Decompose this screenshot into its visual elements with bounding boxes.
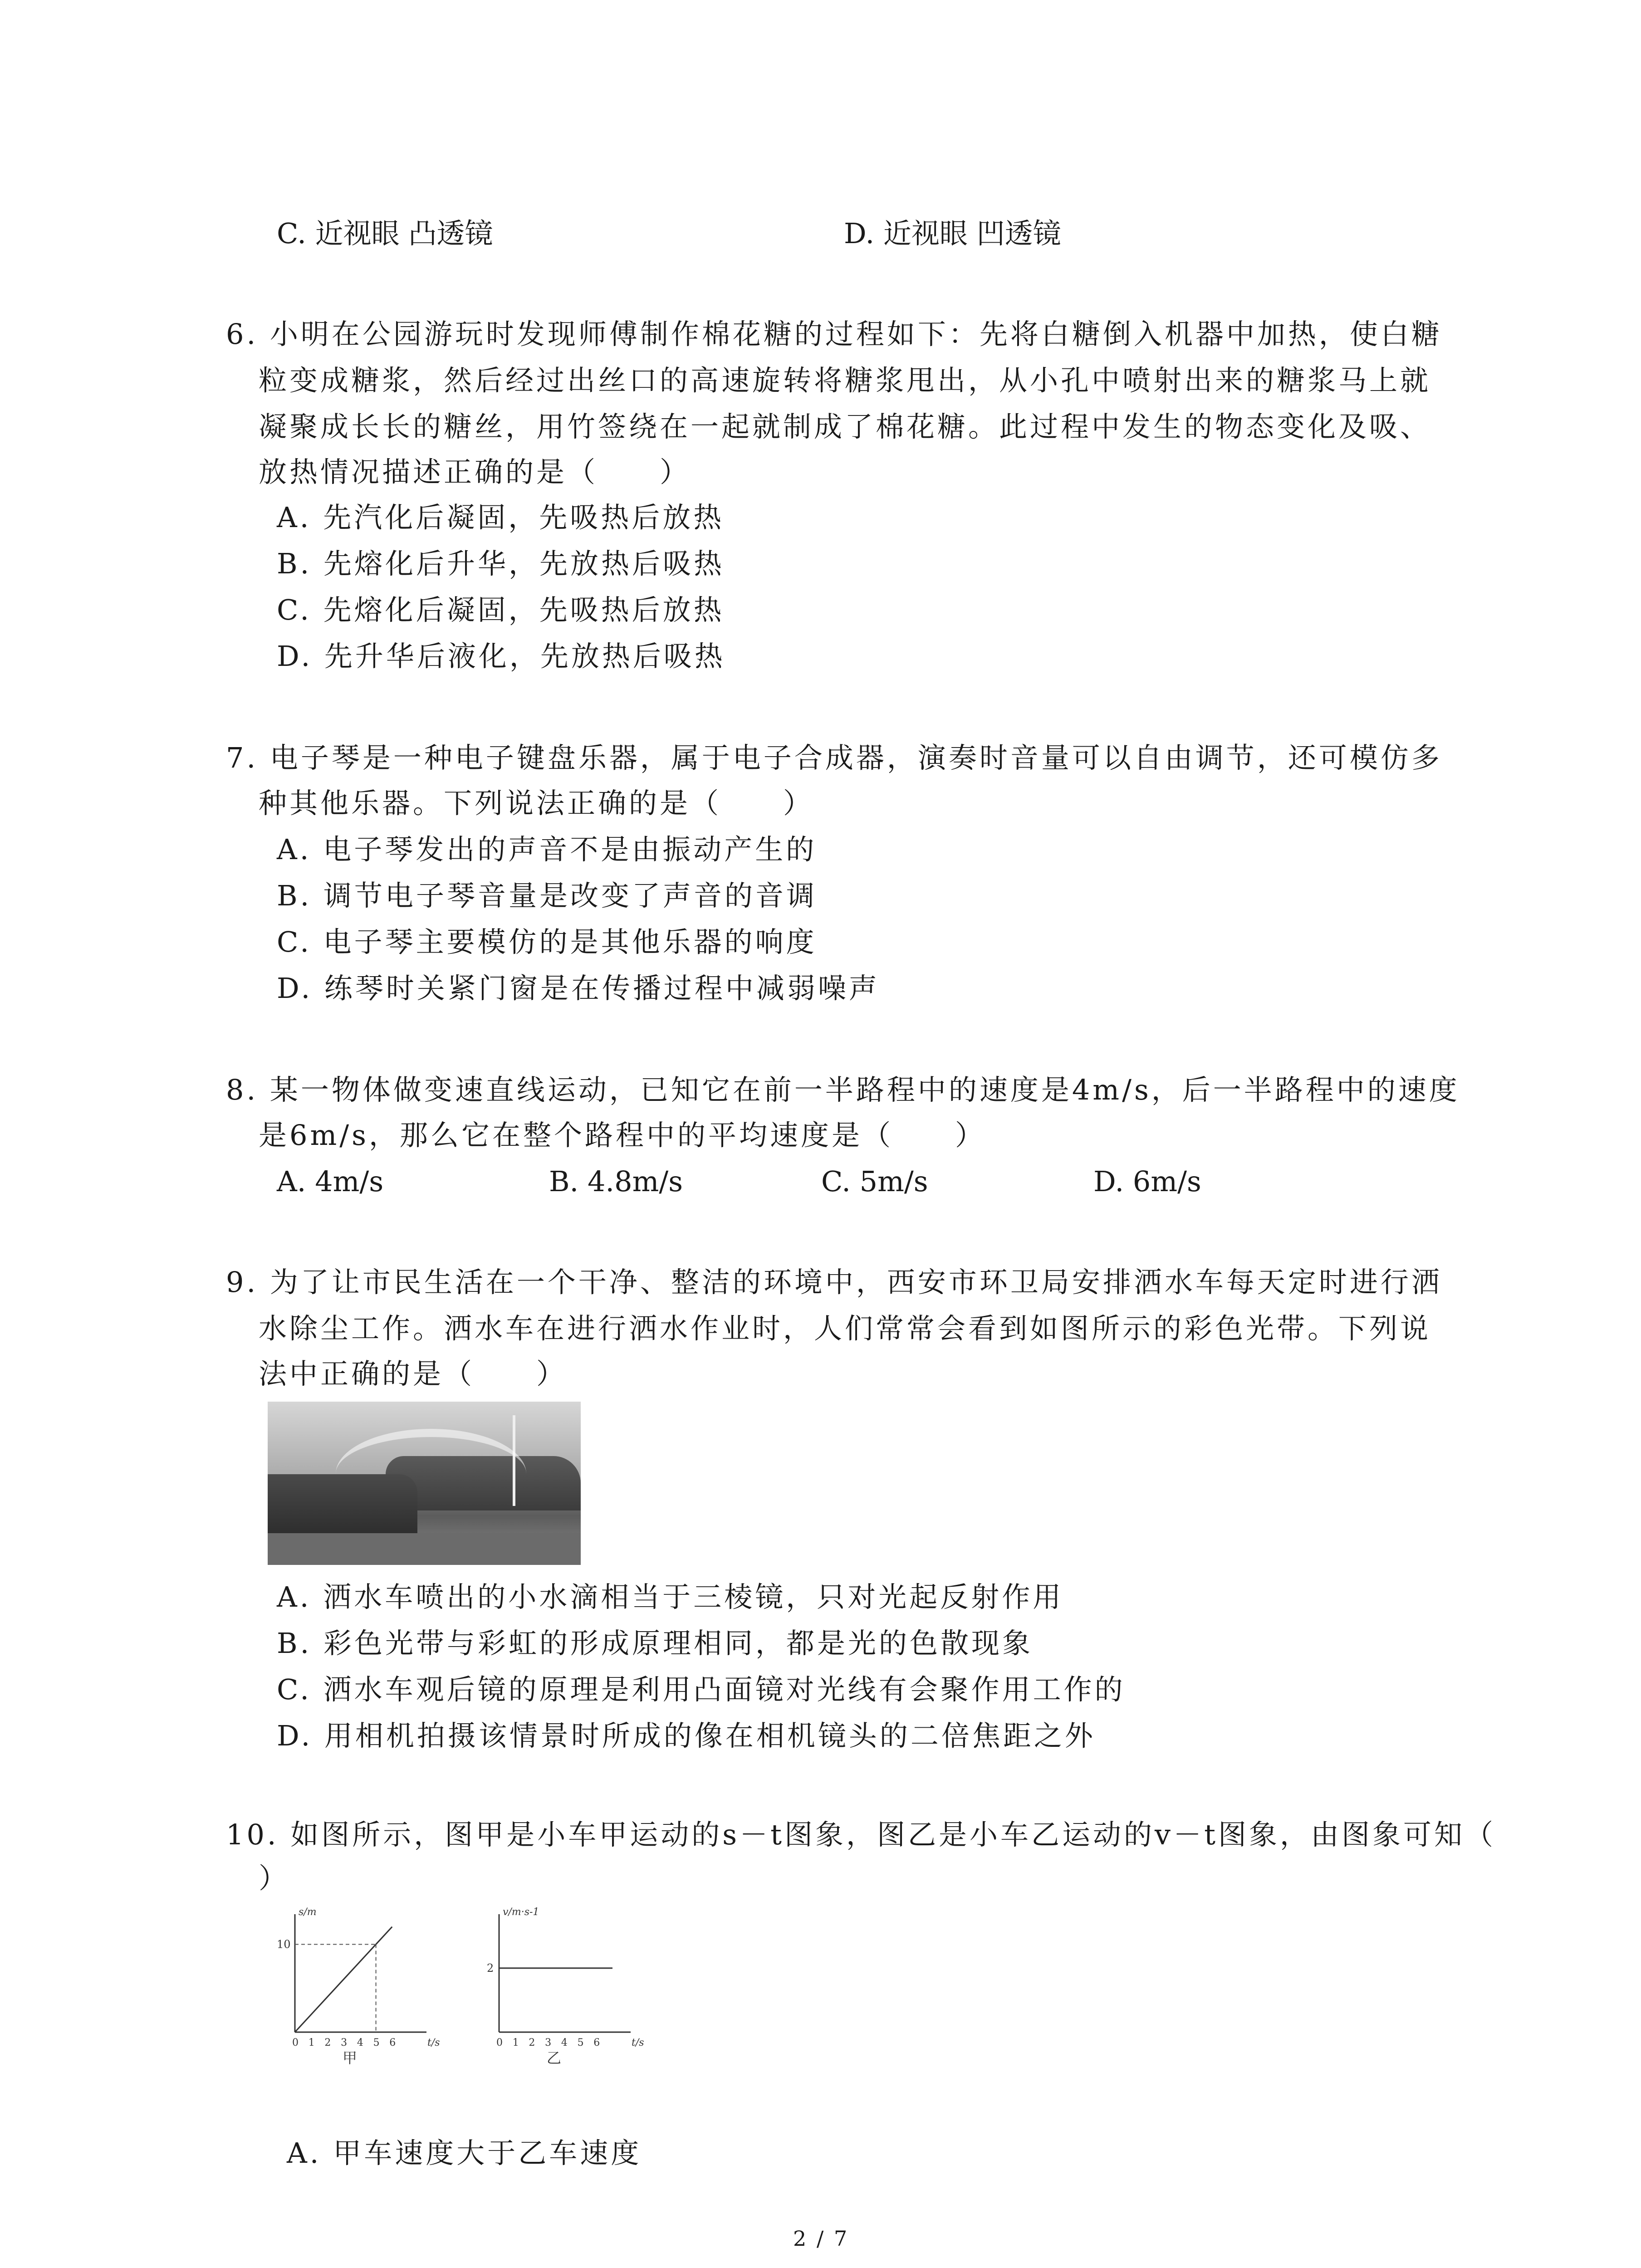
- question-6-line-2: 粒变成糖浆，然后经过出丝口的高速旋转将糖浆甩出，从小孔中喷射出来的糖浆马上就: [259, 364, 1431, 397]
- question-6-option-c: C. 先熔化后凝固，先吸热后放热: [277, 593, 725, 626]
- chart-yi-v-t: [467, 1901, 658, 2082]
- x-tick-label: 6: [593, 2037, 600, 2048]
- chart-caption: 甲: [343, 2049, 358, 2067]
- x-axis-label: t/s: [427, 2037, 440, 2048]
- option-a: A. 4m/s: [277, 1165, 384, 1198]
- question-10-line-1: 10. 如图所示，图甲是小车甲运动的s－t图象，图乙是小车乙运动的v－t图象，由图象可知（: [226, 1818, 1496, 1851]
- x-tick-label: 3: [341, 2037, 348, 2048]
- question-6-line-4: 放热情况描述正确的是（ ）: [259, 455, 691, 489]
- page-number: 2 / 7: [793, 2226, 849, 2251]
- x-tick-label: 3: [545, 2037, 552, 2048]
- x-tick-label: 0: [292, 2037, 299, 2048]
- question-7-option-b: B. 调节电子琴音量是改变了声音的音调: [277, 879, 817, 912]
- question-8-line-1: 8. 某一物体做变速直线运动，已知它在前一半路程中的速度是4m/s，后一半路程中的速度: [226, 1073, 1460, 1106]
- x-axis-label: t/s: [632, 2037, 644, 2048]
- question-9-line-2: 水除尘工作。洒水车在进行洒水作业时，人们常常会看到如图所示的彩色光带。下列说: [259, 1312, 1431, 1345]
- option-c: C. 近视眼 凸透镜: [277, 217, 493, 250]
- question-6-option-b: B. 先熔化后升华，先放热后吸热: [277, 547, 725, 580]
- question-9-line-3: 法中正确的是（ ）: [259, 1357, 568, 1390]
- question-9-option-b: B. 彩色光带与彩虹的形成原理相同，都是光的色散现象: [277, 1627, 1033, 1660]
- y-tick-label: 2: [487, 1961, 494, 1975]
- question-6-option-d: D. 先升华后液化，先放热后吸热: [277, 640, 725, 673]
- question-10-option-a: A. 甲车速度大于乙车速度: [287, 2136, 642, 2170]
- x-tick-label: 4: [357, 2037, 363, 2048]
- question-6-line-1: 6. 小明在公园游玩时发现师傅制作棉花糖的过程如下：先将白糖倒入机器中加热，使白糖: [226, 318, 1442, 351]
- question-6-option-a: A. 先汽化后凝固，先吸热后放热: [277, 501, 725, 534]
- question-7-option-d: D. 练琴时关紧门窗是在传播过程中减弱噪声: [277, 972, 880, 1005]
- x-tick-label: 5: [577, 2037, 584, 2048]
- question-9-option-d: D. 用相机拍摄该情景时所成的像在相机镜头的二倍焦距之外: [277, 1719, 1096, 1752]
- sprinkler-truck-photo: [268, 1402, 581, 1565]
- option-d: D. 6m/s: [1093, 1165, 1201, 1198]
- question-8-line-2: 是6m/s，那么它在整个路程中的平均速度是（ ）: [259, 1119, 986, 1152]
- question-9-option-c: C. 洒水车观后镜的原理是利用凸面镜对光线有会聚作用工作的: [277, 1673, 1126, 1706]
- x-tick-label: 4: [561, 2037, 568, 2048]
- question-9-line-1: 9. 为了让市民生活在一个干净、整洁的环境中，西安市环卫局安排洒水车每天定时进行洒: [226, 1266, 1442, 1299]
- x-tick-label: 5: [373, 2037, 380, 2048]
- question-7-line-2: 种其他乐器。下列说法正确的是（ ）: [259, 787, 814, 820]
- question-9-option-a: A. 洒水车喷出的小水滴相当于三棱镜，只对光起反射作用: [277, 1580, 1064, 1613]
- question-7-option-c: C. 电子琴主要模仿的是其他乐器的响度: [277, 925, 817, 958]
- option-c: C. 5m/s: [821, 1165, 928, 1198]
- chart-caption: 乙: [547, 2049, 562, 2067]
- y-axis-label: s/m: [299, 1906, 317, 1918]
- option-b: B. 4.8m/s: [549, 1165, 683, 1198]
- question-7-line-1: 7. 电子琴是一种电子键盘乐器，属于电子合成器，演奏时音量可以自由调节，还可模仿多: [226, 741, 1442, 774]
- question-6-line-3: 凝聚成长长的糖丝，用竹签绕在一起就制成了棉花糖。此过程中发生的物态变化及吸、: [259, 410, 1431, 443]
- x-tick-label: 1: [308, 2037, 315, 2048]
- x-tick-label: 0: [496, 2037, 503, 2048]
- option-d: D. 近视眼 凹透镜: [844, 217, 1061, 250]
- y-tick-label: 10: [277, 1938, 291, 1951]
- x-tick-label: 1: [512, 2037, 519, 2048]
- series-line: [295, 1927, 392, 2032]
- x-tick-label: 2: [324, 2037, 331, 2048]
- question-10-line-2: ）: [259, 1862, 290, 1895]
- y-axis-label: v/m·s-1: [503, 1906, 539, 1918]
- chart-jia-s-t: [263, 1901, 454, 2082]
- x-tick-label: 6: [389, 2037, 396, 2048]
- question-7-option-a: A. 电子琴发出的声音不是由振动产生的: [277, 833, 817, 866]
- x-tick-label: 2: [529, 2037, 535, 2048]
